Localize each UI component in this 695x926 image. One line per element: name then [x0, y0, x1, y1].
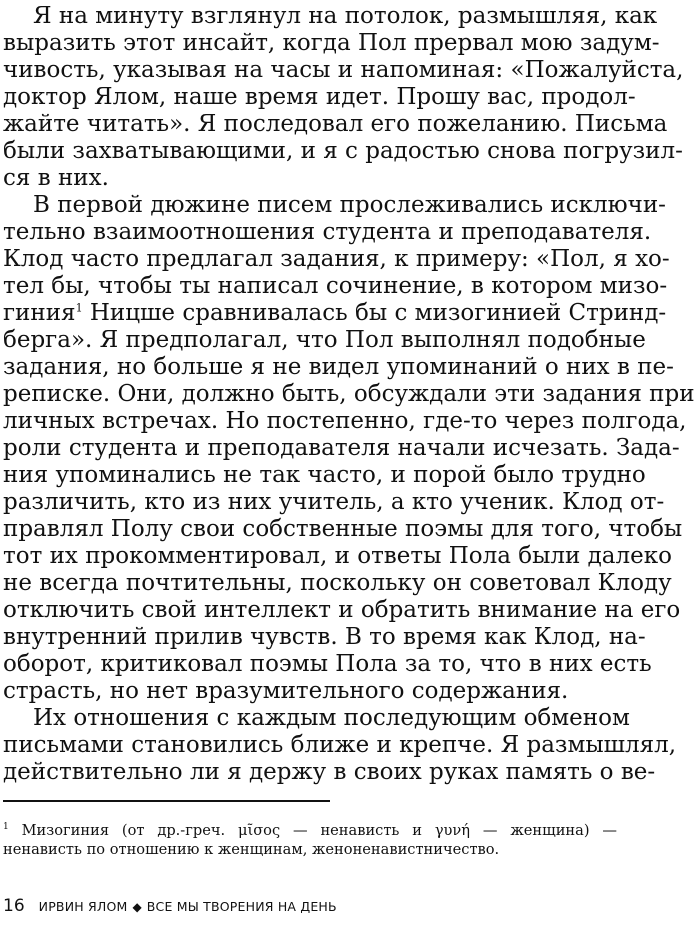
text-line: чивость, указывая на часы и напоминая: «Пожалуйста, [3, 57, 684, 83]
text-line: письмами становились ближе и крепче. Я размышлял, [3, 732, 677, 758]
text-line: ния упоминались не так часто, и порой было трудно [3, 462, 646, 488]
running-book-title: ВСЕ МЫ ТВОРЕНИЯ НА ДЕНЬ [146, 899, 337, 914]
text-line: берга». Я предполагал, что Пол выполнял подобные [3, 327, 646, 353]
text-fragment: гиния [3, 300, 76, 326]
footnote-line: ненависть по отношению к женщинам, женоненавистничество. [3, 841, 500, 858]
text-line: жайте читать». Я последовал его пожеланию. Письма [3, 111, 668, 137]
text-line: внутренний прилив чувств. В то время как Клод, на- [3, 624, 646, 650]
text-line: задания, но больше я не видел упоминаний о них в пе- [3, 354, 674, 380]
text-line: оборот, критиковал поэмы Пола за то, что в них есть [3, 651, 652, 677]
footnote-reference: 1 [75, 301, 83, 315]
text-line: страсть, но нет вразумительного содержания. [3, 678, 569, 704]
text-line: В первой дюжине писем прослеживались исключи- [33, 192, 666, 218]
text-line: реписке. Они, должно быть, обсуждали эти задания при [3, 381, 695, 407]
text-line: были захватывающими, и я с радостью снова погрузил- [3, 138, 683, 164]
text-line: не всегда почтительны, поскольку он советовал Клоду [3, 570, 672, 596]
text-line: действительно ли я держу в своих руках память о ве- [3, 759, 656, 785]
text-line [3, 300, 667, 327]
footnote-text: Мизогиния (от др.-греч. μῖσος — ненависть и γυνή — женщина) — [21, 822, 618, 839]
footnote-line [3, 822, 617, 840]
text-line: роли студента и преподавателя начали исчезать. Зада- [3, 435, 680, 461]
text-line: Я на минуту взглянул на потолок, размышляя, как [33, 3, 658, 29]
diamond-separator-icon: ◆ [132, 900, 142, 914]
page-number: 16 [3, 896, 25, 916]
text-line: Их отношения с каждым последующим обменом [33, 705, 630, 731]
text-line: выразить этот инсайт, когда Пол прервал мою задум- [3, 30, 660, 56]
running-author: ИРВИН ЯЛОМ [38, 899, 128, 914]
text-line: правлял Полу свои собственные поэмы для того, чтобы [3, 516, 683, 542]
text-fragment: Ницше сравнивалась бы с мизогинией Стринд- [89, 300, 667, 326]
footnote-divider [3, 800, 330, 802]
page-footer [3, 896, 337, 916]
text-line: тельно взаимоотношения студента и преподавателя. [3, 219, 652, 245]
text-line: отключить свой интеллект и обратить внимание на его [3, 597, 681, 623]
text-line: тел бы, чтобы ты написал сочинение, в котором мизо- [3, 273, 668, 299]
text-line: тот их прокомментировал, и ответы Пола были далеко [3, 543, 672, 569]
text-line: доктор Ялом, наше время идет. Прошу вас, продол- [3, 84, 636, 110]
text-line: личных встречах. Но постепенно, где-то через полгода, [3, 408, 687, 434]
text-line: Клод часто предлагал задания, к примеру: «Пол, я хо- [3, 246, 670, 272]
text-line: ся в них. [3, 165, 109, 191]
text-line: различить, кто из них учитель, а кто ученик. Клод от- [3, 489, 665, 515]
footnote-marker: 1 [3, 822, 9, 833]
